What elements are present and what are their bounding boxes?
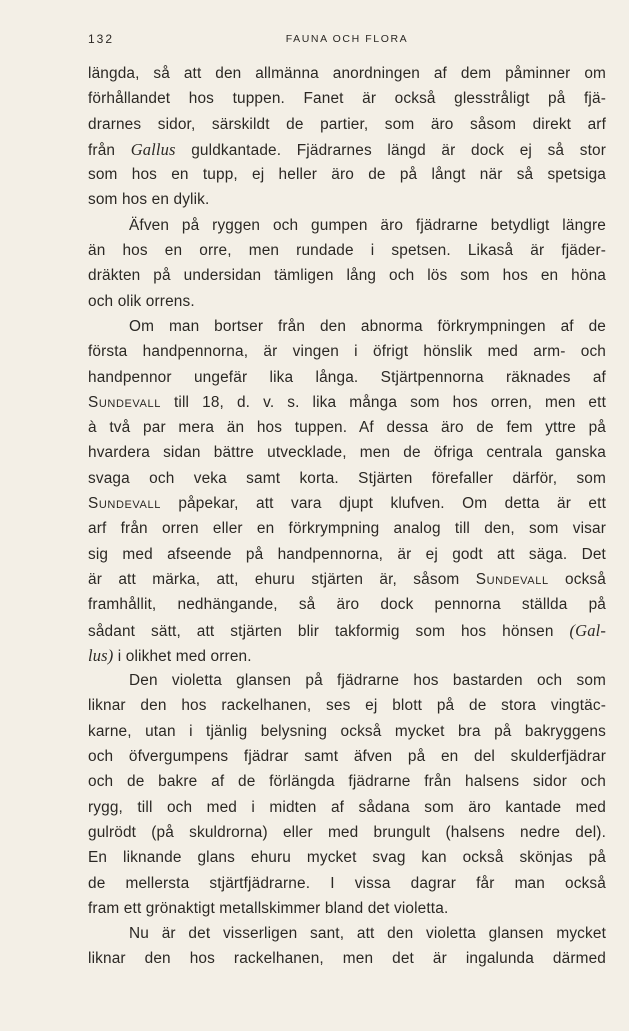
text-segment: sådant sätt, att stjärten blir takformig som hos hönsen <box>88 622 570 640</box>
paragraph <box>88 668 606 921</box>
text-segment: längda, så att den allmänna anordningen af dem påminner om <box>88 65 606 82</box>
text-line <box>88 390 606 415</box>
text-line <box>88 693 606 718</box>
text-line <box>88 795 606 820</box>
text-line <box>88 238 606 263</box>
text-line <box>88 466 606 491</box>
text-segment: à två par mera än hos tuppen. Af dessa äro de fem yttre på <box>88 419 606 437</box>
text-segment: sig med afseende på handpennorna, är ej godt att säga. Det <box>88 545 606 563</box>
text-segment: som hos en tupp, ej heller äro de på långt när så spetsiga <box>88 166 606 184</box>
text-line <box>88 213 606 238</box>
author-name: Sundevall <box>88 393 161 411</box>
text-line <box>88 112 606 137</box>
text-segment: gulrödt (på skuldrorna) eller med brungult (halsens nedre del). <box>88 823 606 841</box>
text-segment: liknar den hos rackelhanen, ses ej blott på de stora vingtäc- <box>88 697 606 715</box>
text-segment: i olikhet med orren. <box>113 647 252 665</box>
text-line <box>88 314 606 339</box>
running-title: FAUNA OCH FLORA <box>285 33 409 45</box>
text-line <box>88 187 606 212</box>
italic-text: Gallus <box>130 139 176 159</box>
text-segment: karne, utan i tjänlig belysning också mycket bra på bakryggens <box>88 722 606 740</box>
text-segment: och olik orrens. <box>88 292 195 310</box>
body-text <box>88 61 606 972</box>
text-segment: hvardera sidan bättre utvecklade, men de öfriga centrala ganska <box>88 444 606 462</box>
text-segment: rygg, till och med i midten af sådana som äro kantade med <box>88 798 606 816</box>
page-number: 132 <box>88 32 115 46</box>
text-line <box>88 896 606 921</box>
text-segment: än hos en orre, men rundade i spetsen. Likaså är fjäder- <box>88 242 606 260</box>
text-line <box>88 592 606 617</box>
text-line <box>88 415 606 440</box>
text-line <box>88 491 606 516</box>
text-line <box>88 643 606 668</box>
text-line <box>88 440 606 465</box>
text-segment: förhållandet hos tuppen. Fanet är också glesstråligt på fjä- <box>88 90 606 108</box>
paragraph <box>88 213 606 314</box>
text-segment: och de bakre af de förlängda fjädrarne från halsens sidor och <box>88 773 606 791</box>
italic-text: lus) <box>88 645 114 665</box>
text-line <box>88 263 606 288</box>
page-header <box>88 32 606 50</box>
text-segment: Den violetta glansen på fjädrarne hos bastarden och som <box>129 672 606 690</box>
paragraph <box>88 314 606 668</box>
text-segment: handpennor ungefär lika långa. Stjärtpennorna räknades af <box>88 368 606 386</box>
text-segment: påpekar, att vara djupt klufven. Om detta är ett <box>160 495 606 513</box>
text-segment: första handpennorna, är vingen i öfrigt hönslik med arm- och <box>88 343 606 361</box>
text-segment: framhållit, nedhängande, så äro dock pennorna ställda på <box>88 596 606 614</box>
text-line <box>88 845 606 870</box>
text-line <box>88 86 606 111</box>
text-line <box>88 618 606 643</box>
text-line <box>88 516 606 541</box>
text-line <box>88 871 606 896</box>
text-line <box>88 61 606 86</box>
text-line <box>88 769 606 794</box>
text-segment: svaga och veka samt korta. Stjärten förefaller därför, som <box>88 469 606 487</box>
text-line <box>88 162 606 187</box>
text-segment: guldkantade. Fjädrarnes längd är dock ej så stor <box>175 141 606 159</box>
text-segment: är att märka, att, ehuru stjärten är, såsom <box>88 570 476 588</box>
text-line <box>88 339 606 364</box>
author-name: Sundevall <box>475 570 549 588</box>
text-segment: till 18, d. v. s. lika många som hos orren, men ett <box>160 393 606 411</box>
text-line <box>88 365 606 390</box>
text-segment: från <box>88 141 131 159</box>
text-line <box>88 668 606 693</box>
text-line <box>88 744 606 769</box>
text-segment: liknar den hos rackelhanen, men det är ingalunda därmed <box>88 950 606 968</box>
author-name: Sundevall <box>88 495 161 513</box>
text-segment: som hos en dylik. <box>88 191 210 209</box>
text-segment: drarnes sidor, särskildt de partier, som äro såsom direkt arf <box>88 115 606 133</box>
text-segment: arf från orren eller en förkrympning analog till den, som visar <box>88 520 606 538</box>
text-line <box>88 719 606 744</box>
italic-text: (Gal- <box>569 620 606 640</box>
text-line <box>88 921 606 946</box>
text-line <box>88 567 606 592</box>
paragraph <box>88 921 606 972</box>
text-line <box>88 820 606 845</box>
text-segment: fram ett grönaktigt metallskimmer bland det violetta. <box>88 899 449 917</box>
text-segment: En liknande glans ehuru mycket svag kan också skönjas på <box>88 849 606 867</box>
text-segment: Om man bortser från den abnorma förkrympningen af de <box>129 317 606 335</box>
text-line <box>88 137 606 162</box>
text-line <box>88 542 606 567</box>
text-segment: Äfven på ryggen och gumpen äro fjädrarne betydligt längre <box>129 216 606 234</box>
text-line <box>88 946 606 971</box>
text-segment: de mellersta stjärtfjädrarne. I vissa dagrar får man också <box>88 874 606 892</box>
text-line <box>88 289 606 314</box>
text-segment: Nu är det visserligen sant, att den violetta glansen mycket <box>129 925 606 943</box>
text-segment: och öfvergumpens fjädrar samt äfven på en del skulderfjädrar <box>88 748 606 766</box>
text-segment: också <box>548 570 606 588</box>
text-segment: dräkten på undersidan tämligen lång och lös som hos en höna <box>88 267 606 285</box>
paragraph <box>88 61 606 213</box>
